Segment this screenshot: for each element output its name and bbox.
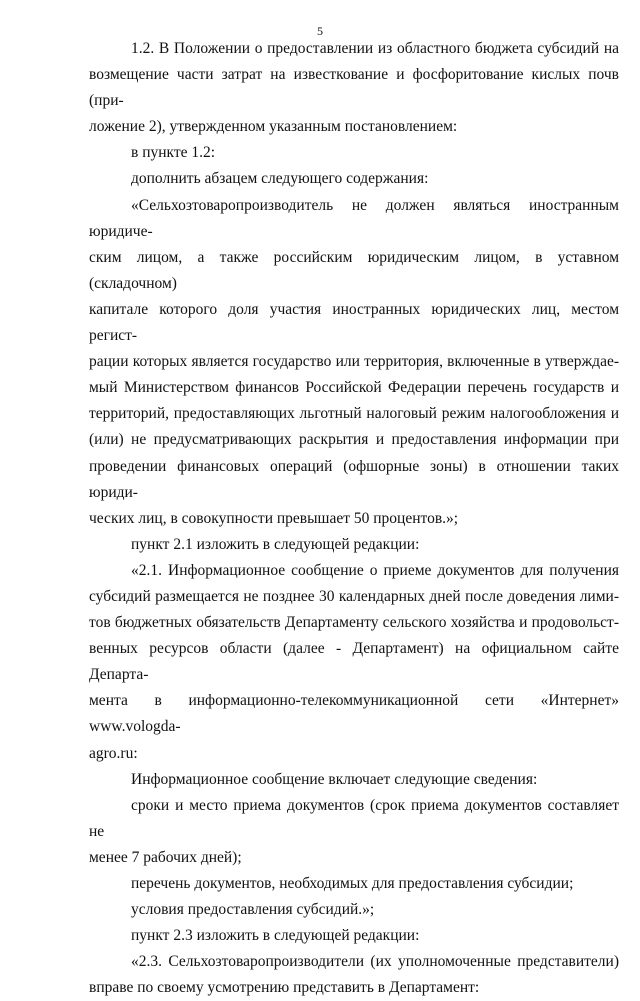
text-line: Информационное сообщение включает следующие сведения: — [131, 770, 538, 788]
text-line: мента в информационно-телекоммуникационной сети «Интернет» www.vologda- — [89, 692, 619, 736]
text-line: территорий, предоставляющих льготный налоговый режим налогообложения и — [89, 405, 619, 423]
text-line: дополнить абзацем следующего содержания: — [131, 170, 429, 188]
text-line: субсидий размещается не позднее 30 календарных дней после доведения лими- — [89, 587, 619, 605]
page-number: 5 — [317, 24, 323, 38]
text-line: капитале которого доля участия иностранных юридических лиц, местом регист- — [89, 300, 619, 345]
paragraph — [89, 767, 619, 793]
text-line: рации которых является государство или территория, включенные в утверждае- — [89, 353, 619, 371]
text-line: в пункте 1.2: — [131, 144, 216, 162]
text-line: «2.3. Сельхозтоваропроизводители (их уполномоченные представители) — [131, 953, 619, 971]
text-line: мый Министерством финансов Российской Федерации перечень государств и — [89, 379, 619, 397]
text-line: сроки и место приема документов (срок приема документов составляет не — [89, 796, 619, 840]
text-line: менее 7 рабочих дней); — [89, 848, 242, 866]
text-line: пункт 2.1 изложить в следующей редакции: — [131, 535, 420, 553]
text-line: тов бюджетных обязательств Департаменту сельского хозяйства и продовольст- — [89, 614, 619, 632]
text-line: «2.1. Информационное сообщение о приеме документов для получения — [131, 561, 619, 579]
text-line: 1.2. В Положении о предоставлении из областного бюджета субсидий на — [131, 40, 619, 57]
paragraph — [89, 532, 619, 558]
paragraph — [89, 166, 619, 192]
text-line: перечень документов, необходимых для предоставления субсидии; — [131, 875, 574, 892]
text-line: ским лицом, а также российским юридическим лицом, в уставном (складочном) — [89, 248, 619, 292]
paragraph — [89, 793, 619, 871]
text-line: agro.ru: — [89, 744, 138, 762]
text-line: вправе по своему усмотрению представить в Департамент: — [89, 979, 480, 997]
text-line: ложение 2), утвержденном указанным постановлением: — [89, 118, 458, 136]
paragraph — [89, 923, 619, 949]
text-line: венных ресурсов области (далее - Департамент) на официальном сайте Департа- — [89, 640, 619, 684]
paragraph — [89, 193, 619, 532]
paragraph — [89, 140, 619, 166]
text-line: (или) не предусматривающих раскрытия и предоставления информации при — [89, 431, 619, 449]
paragraph — [89, 558, 619, 767]
text-line: условия предоставления субсидий.»; — [131, 901, 375, 919]
text-line: ческих лиц, в совокупности превышает 50 процентов.»; — [89, 509, 459, 527]
paragraph — [89, 871, 619, 897]
paragraph — [89, 897, 619, 923]
paragraph — [89, 949, 619, 1001]
paragraph — [89, 36, 619, 140]
text-line: «Сельхозтоваропроизводитель не должен являться иностранным юридиче- — [89, 196, 619, 240]
text-line: проведении финансовых операций (офшорные зоны) в отношении таких юриди- — [89, 457, 619, 501]
text-line: возмещение части затрат на известкование и фосфоритование кислых почв (при- — [89, 66, 619, 110]
text-line: пункт 2.3 изложить в следующей редакции: — [131, 927, 420, 945]
document-body — [89, 36, 619, 1001]
